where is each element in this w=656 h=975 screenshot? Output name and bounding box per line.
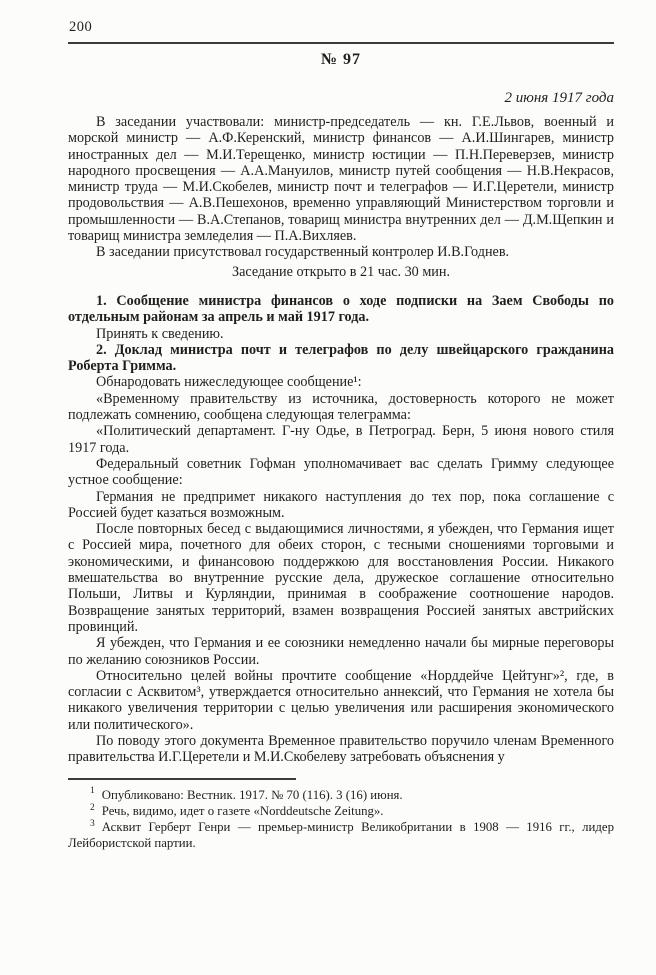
no-offensive-paragraph: Германия не предпримет никакого наступления до тех пор, пока соглашение с Россией будет казаться возможным. [68, 488, 614, 521]
footnote-2 [68, 803, 614, 819]
agenda-item-2-lead: Обнародовать нижеследующее сообщение¹: [96, 374, 362, 391]
footnote-3-text: Асквит Герберт Генри — премьер-министр Великобритании в 1908 — 1916 гг., лидер Лейбористской партии. [68, 819, 614, 851]
government-action-paragraph: По поводу этого документа Временное правительство поручило членам Временного правительства И.Г.Церетели и М.И.Скобелеву затребовать объяснения у [68, 732, 614, 766]
footnote-2-marker: 2 [90, 802, 95, 813]
document-number: № 97 [320, 51, 362, 68]
participants-paragraph: В заседании участвовали: министр-председатель — кн. Г.Е.Львов, военный и морской министр — А.Ф.Керенский, министр финансов — А.И.Шингарев, министр иностранных дел — М.И.Терещенко, министр юстиции — П.Н.Переверзев, министр народного просвещения — А.А.Мануилов, министр путей сообщения — Н.В.Некрасов, министр труда — М.И.Скобелев, министр почт и телеграфов — И.Г.Церетели, министр продовольствия — А.В.Пешехонов, временно управляющий Министерством торговли и промышленности — В.А.Степанов, товарищ министра внутренних дел — Д.М.Щепкин и товарищ министра земледелия — П.А.Вихляев. [68, 114, 614, 245]
controller-note-paragraph: В заседании присутствовал государственный контролер И.В.Годнев. [96, 244, 510, 261]
footnote-1 [68, 787, 614, 803]
session-opened-line: Заседание открыто в 21 час. 30 мин. [231, 263, 451, 280]
negotiations-paragraph: Я убежден, что Германия и ее союзники немедленно начали бы мирные переговоры по желанию союзников России. [68, 635, 614, 668]
agenda-item-1-title: 1. Сообщение министра финансов о ходе подписки на Заем Свободы по отдельным районам за апрель и май 1917 года. [68, 292, 614, 326]
footnote-1-text: Опубликовано: Вестник. 1917. № 70 (116). 3 (16) июня. [101, 787, 403, 802]
footnotes-section [68, 778, 614, 852]
document-body [68, 114, 614, 766]
footnote-2-text: Речь, видимо, идет о газете «Norddeutsche Zeitung». [101, 803, 384, 818]
telegram-heading-paragraph: «Политический департамент. Г-ну Одье, в Петроград. Берн, 5 июня нового стиля 1917 года. [68, 423, 614, 456]
session-date: 2 июня 1917 года [504, 90, 614, 106]
footnote-1-marker: 1 [90, 786, 95, 797]
war-aims-paragraph: Относительно целей войны прочтите сообщение «Норддейче Цейтунг»², где, в согласии с Асквитом³, утверждается относительно аннексий, что Германия не хотела бы никакого увеличения территории с целью увеличения или расширения экономического или политического». [68, 667, 614, 733]
footnote-divider [68, 778, 296, 780]
footnote-3-marker: 3 [90, 818, 95, 829]
agenda-item-1-resolution: Принять к сведению. [96, 325, 224, 342]
telegram-source-paragraph: «Временному правительству из источника, достоверность которого не может подлежать сомнению, сообщена следующая телеграмма: [68, 390, 614, 424]
footnote-3 [68, 819, 614, 851]
document-content [68, 51, 614, 851]
agenda-item-2-title: 2. Доклад министра почт и телеграфов по делу швейцарского гражданина Роберта Гримма. [68, 341, 614, 375]
hofmann-instruction-paragraph: Федеральный советник Гофман уполномачивает вас сделать Гримму следующее устное сообщение: [68, 455, 614, 489]
peace-terms-paragraph: После повторных бесед с выдающимися личностями, я убежден, что Германия ищет с Россией мира, почетного для обеих сторон, с тесными сношениями торговыми и экономическими, и финансовою поддержкою для восстановления России. Никакого вмешательства во внутренние русские дела, дружеское соглашение относительно Польши, Литвы и Курляндии, принимая в соображение соотношение народов. Возвращение занятых территорий, взамен возвращения Россией занятых австрийских провинций. [68, 521, 614, 635]
header-rule [68, 42, 614, 44]
page-number: 200 [69, 19, 93, 35]
